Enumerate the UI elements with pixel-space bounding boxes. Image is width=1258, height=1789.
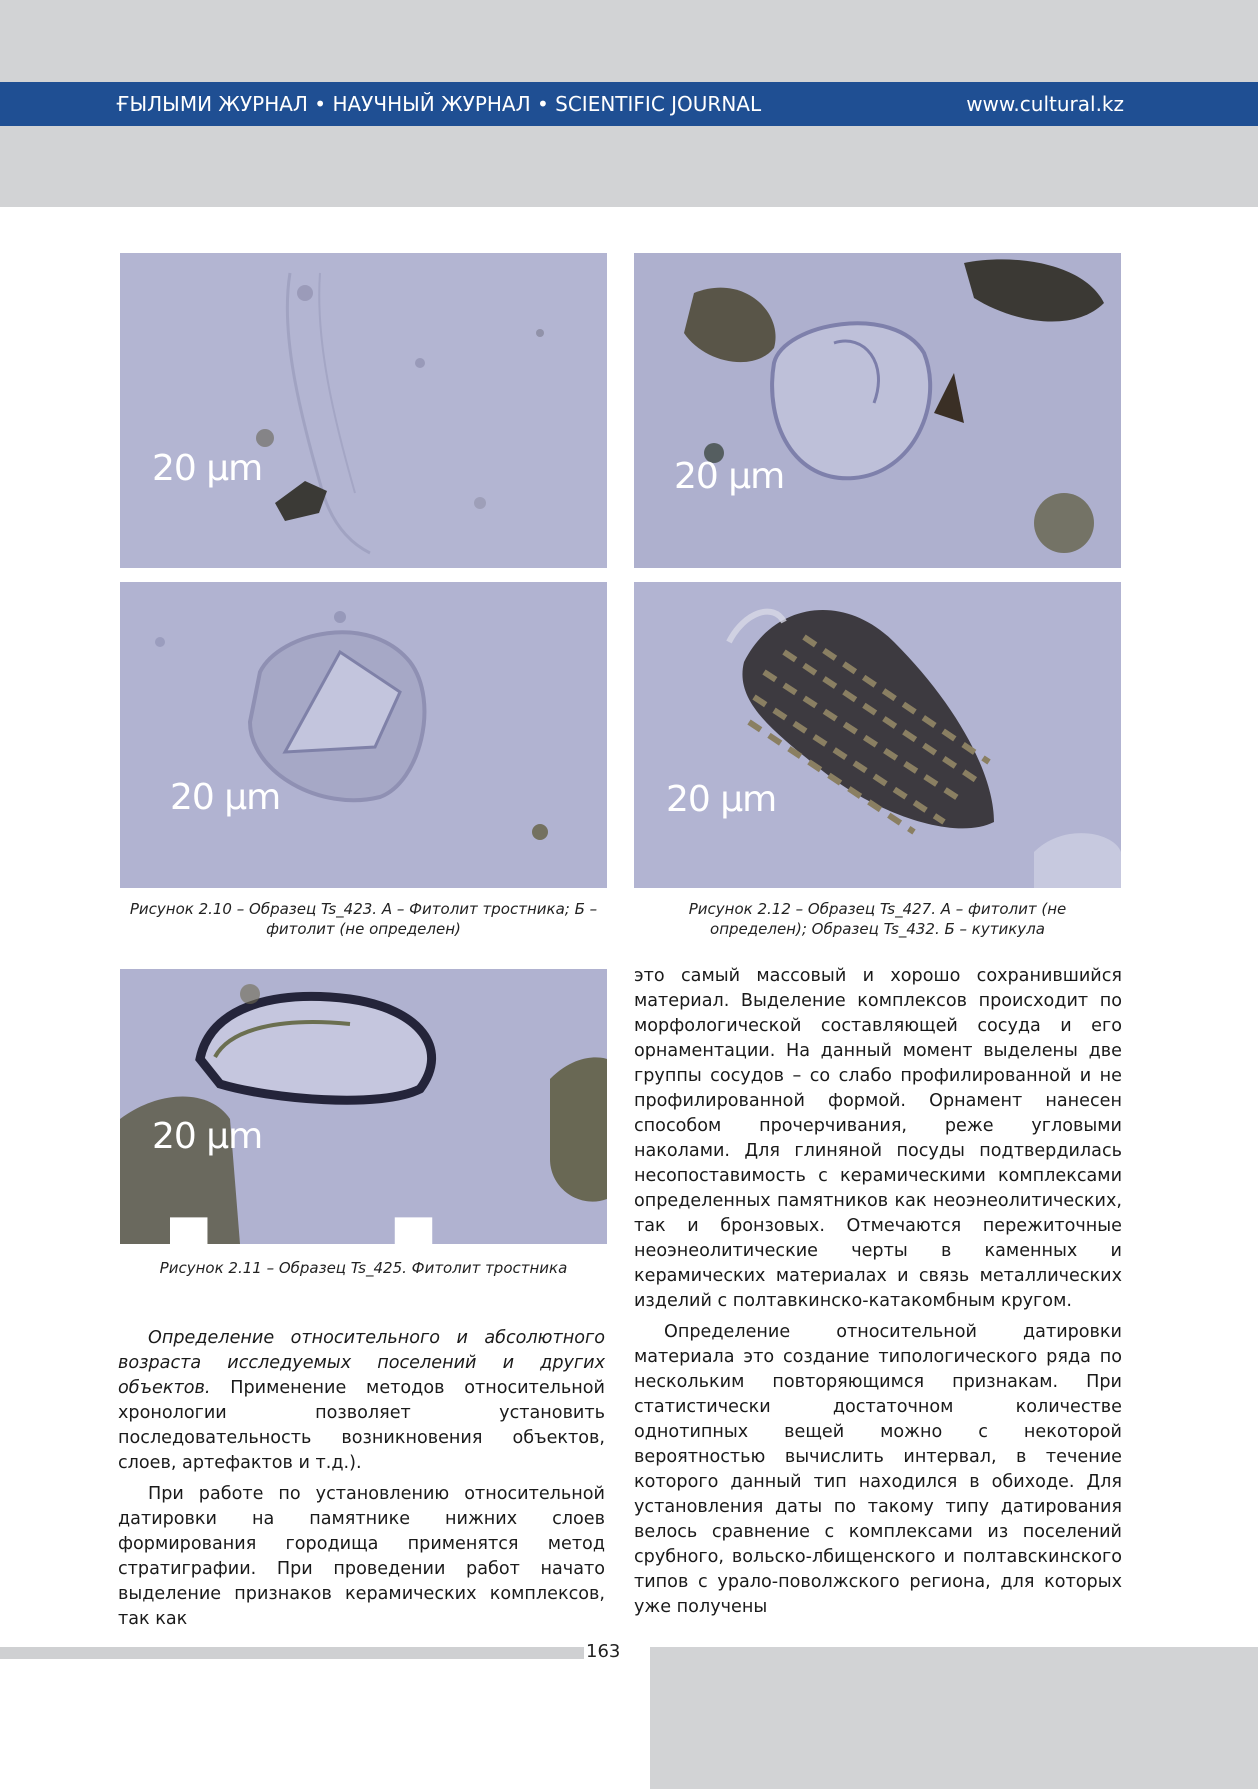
micrograph-2-12-b: [634, 582, 1121, 888]
right-column-text: [634, 964, 1122, 1624]
caption-figure-2-10: Рисунок 2.10 – Образец Ts_423. А – Фитолит тростника; Б – фитолит (не определен): [129, 900, 598, 938]
scale-bar-icon: [188, 822, 607, 888]
caption-figure-2-11: Рисунок 2.11 – Образец Ts_425. Фитолит тростника: [159, 1259, 568, 1277]
paragraph: При работе по установлению относительной датировки на памятнике нижних слоев формирования городища применятся метод стратиграфии. При проведении работ начато выделение признаков керамических комплексов, так как: [118, 1484, 605, 1629]
micrograph-2-11: [120, 969, 607, 1244]
left-column-text: [118, 1326, 605, 1636]
scale-bar-icon: [170, 493, 607, 568]
paragraph: [118, 1326, 605, 1476]
journal-title: ҒЫЛЫМИ ЖУРНАЛ • НАУЧНЫЙ ЖУРНАЛ • SCIENTIFIC JOURNAL: [116, 92, 762, 116]
footer-gray-block: [650, 1647, 1258, 1789]
page-number: 163: [586, 1641, 621, 1662]
journal-website: www.cultural.kz: [966, 92, 1124, 116]
micrograph-2-10-a: [120, 253, 607, 568]
footer-rule: [0, 1647, 584, 1659]
italic-heading: Определение относительного и абсолютного возраста исследуемых поселений и других объектов.: [118, 1328, 605, 1398]
scale-bar-icon: [684, 824, 1121, 888]
scale-bar-icon: [170, 1161, 607, 1244]
micrograph-2-10-b: [120, 582, 607, 888]
micrograph-2-12-a: [634, 253, 1121, 568]
scale-label: 20 µm: [152, 448, 263, 489]
caption-figure-2-12: Рисунок 2.12 – Образец Ts_427. А – фитолит (не определен); Образец Ts_432. Б – кутикула: [688, 900, 1067, 938]
scale-bar-icon: [692, 501, 1121, 568]
journal-header: [0, 82, 1258, 126]
scale-label: 20 µm: [674, 456, 785, 497]
scale-label: 20 µm: [152, 1116, 263, 1157]
scale-label: 20 µm: [170, 777, 281, 818]
paragraph: это самый массовый и хорошо сохранившийся материал. Выделение комплексов происходит по морфологической составляющей сосуда и его орнаментации. На данный момент выделены две группы сосудов – со слабо профилированной и не профилированной формой. Орнамент нанесен способом прочерчивания, реже угловыми наколами. Для глиняной посуды подтвердилась несопоставимость с керамическими комплексами определенных памятников как неоэнеолитических, так и бронзовых. Отмечаются пережиточные неоэнеолитические черты в каменных и керамических материалах и связь металлических изделий с полтавкинско-катакомбным кругом.: [634, 966, 1122, 1311]
paragraph-text: Применение методов относительной хронологии позволяет установить последовательность возникновения объектов, слоев, артефактов и т.д.).: [118, 1378, 605, 1473]
paragraph: Определение относительной датировки материала это создание типологического ряда по нескольким повторяющимся признакам. При статистически достаточном количестве однотипных вещей можно с некоторой вероятностью вычислить интервал, в течение которого данный тип находился в обиходе. Для установления даты по такому типу датирования велось сравнение с комплексами из поселений срубного, вольско-лбищенского и полтавскинского типов с урало-поволжского региона, для которых уже получены: [634, 1322, 1122, 1617]
scale-label: 20 µm: [666, 779, 777, 820]
